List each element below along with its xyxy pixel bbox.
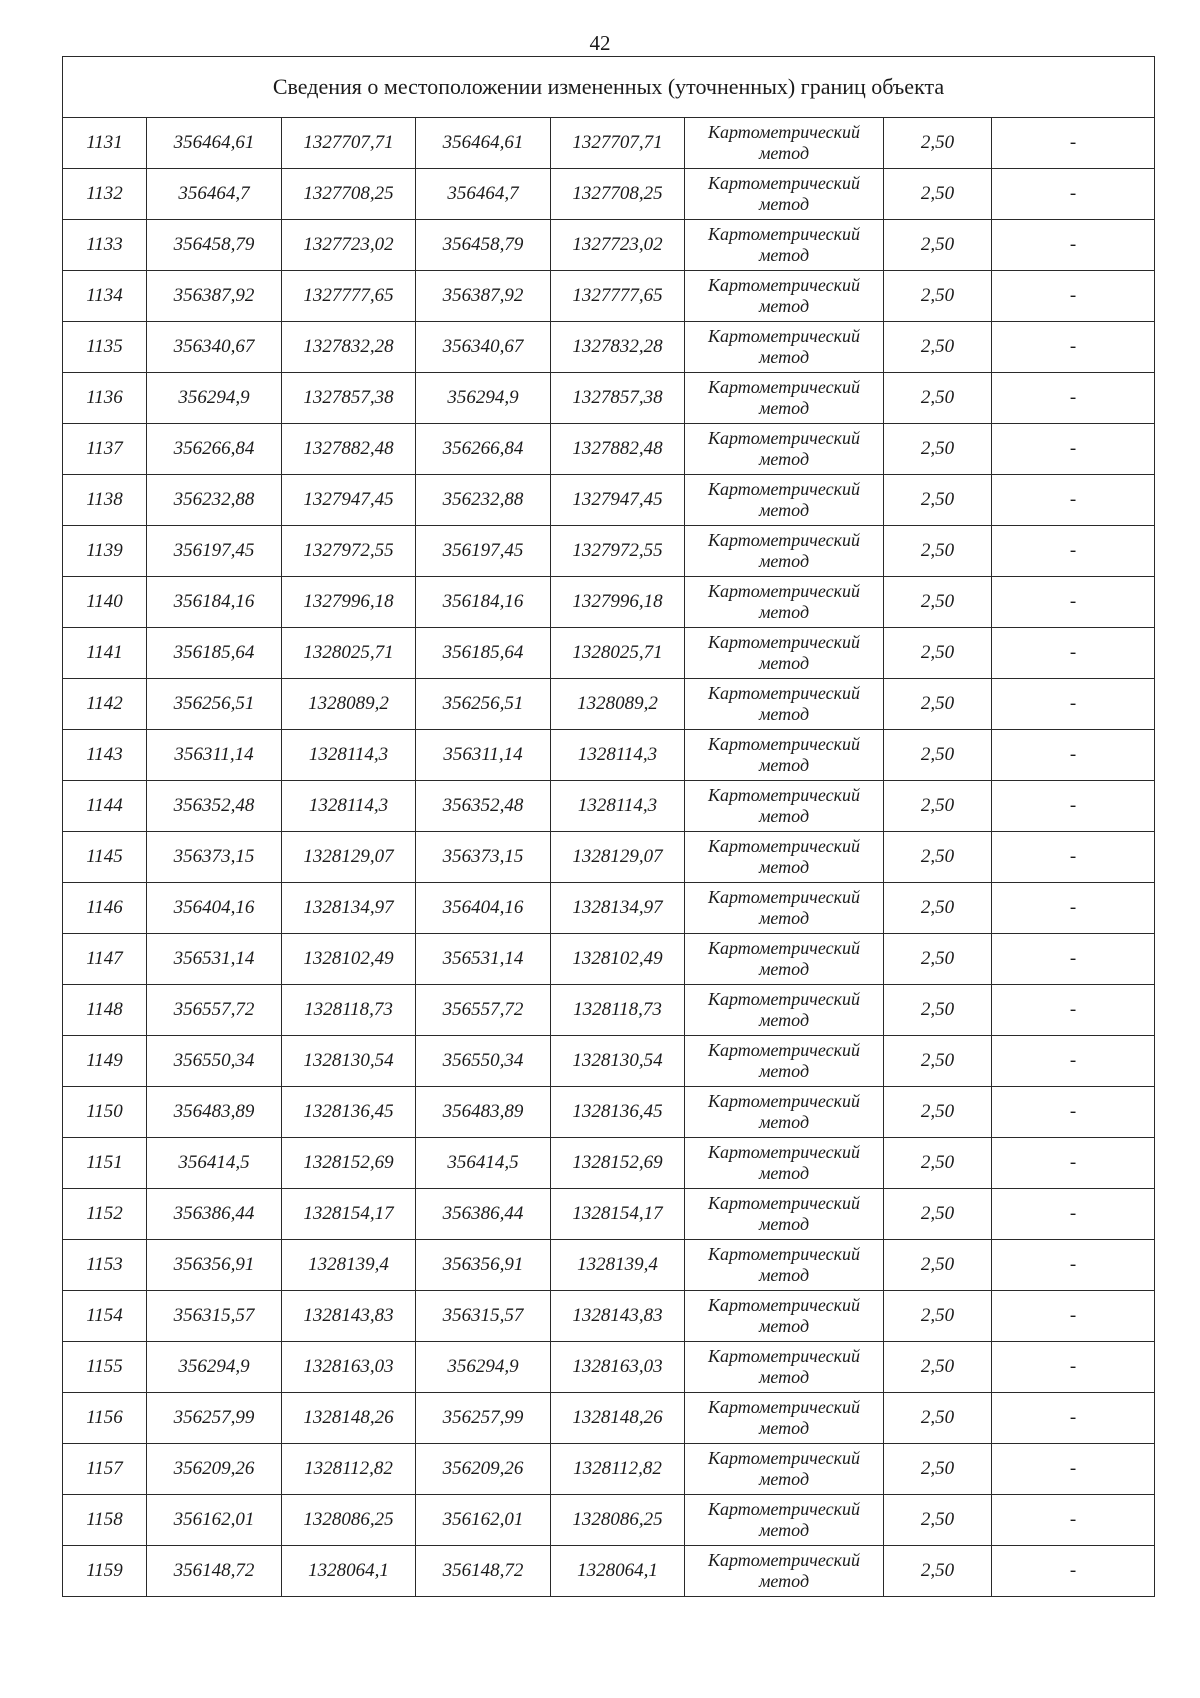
table-row (63, 730, 1155, 781)
method-cell: Картометрический метод (685, 679, 884, 730)
method-cell: Картометрический метод (685, 1189, 884, 1240)
old-y-cell: 1328136,45 (282, 1087, 416, 1138)
method-cell: Картометрический метод (685, 883, 884, 934)
new-y-cell: 1327777,65 (551, 271, 685, 322)
old-y-cell: 1328129,07 (282, 832, 416, 883)
accuracy-cell: 2,50 (884, 424, 992, 475)
old-y-cell: 1328114,3 (282, 781, 416, 832)
accuracy-cell: 2,50 (884, 679, 992, 730)
accuracy-cell: 2,50 (884, 1189, 992, 1240)
accuracy-cell: 2,50 (884, 628, 992, 679)
table-row (63, 781, 1155, 832)
old-y-cell: 1328152,69 (282, 1138, 416, 1189)
new-x-cell: 356185,64 (416, 628, 551, 679)
new-y-cell: 1328114,3 (551, 781, 685, 832)
old-y-cell: 1328139,4 (282, 1240, 416, 1291)
point-number-cell: 1158 (63, 1495, 147, 1546)
point-number-cell: 1142 (63, 679, 147, 730)
new-y-cell: 1328129,07 (551, 832, 685, 883)
new-y-cell: 1328112,82 (551, 1444, 685, 1495)
description-cell: - (992, 526, 1155, 577)
new-y-cell: 1328152,69 (551, 1138, 685, 1189)
old-y-cell: 1328143,83 (282, 1291, 416, 1342)
old-y-cell: 1328163,03 (282, 1342, 416, 1393)
new-y-cell: 1327832,28 (551, 322, 685, 373)
old-x-cell: 356184,16 (147, 577, 282, 628)
new-y-cell: 1328148,26 (551, 1393, 685, 1444)
table-row (63, 1495, 1155, 1546)
old-x-cell: 356148,72 (147, 1546, 282, 1597)
old-y-cell: 1327832,28 (282, 322, 416, 373)
old-y-cell: 1328089,2 (282, 679, 416, 730)
description-cell: - (992, 271, 1155, 322)
new-x-cell: 356148,72 (416, 1546, 551, 1597)
method-cell: Картометрический метод (685, 985, 884, 1036)
old-x-cell: 356557,72 (147, 985, 282, 1036)
old-x-cell: 356458,79 (147, 220, 282, 271)
new-y-cell: 1328114,3 (551, 730, 685, 781)
table-row (63, 985, 1155, 1036)
table-row (63, 373, 1155, 424)
old-x-cell: 356340,67 (147, 322, 282, 373)
accuracy-cell: 2,50 (884, 730, 992, 781)
old-y-cell: 1328025,71 (282, 628, 416, 679)
new-x-cell: 356386,44 (416, 1189, 551, 1240)
table-row (63, 1546, 1155, 1597)
old-y-cell: 1327777,65 (282, 271, 416, 322)
accuracy-cell: 2,50 (884, 934, 992, 985)
point-number-cell: 1140 (63, 577, 147, 628)
old-y-cell: 1327972,55 (282, 526, 416, 577)
table-title: Сведения о местоположении измененных (уточненных) границ объекта (63, 57, 1155, 118)
table-row (63, 424, 1155, 475)
table-row (63, 934, 1155, 985)
description-cell: - (992, 1342, 1155, 1393)
table-body (63, 118, 1155, 1597)
point-number-cell: 1155 (63, 1342, 147, 1393)
method-cell: Картометрический метод (685, 1240, 884, 1291)
new-x-cell: 356414,5 (416, 1138, 551, 1189)
old-x-cell: 356356,91 (147, 1240, 282, 1291)
method-cell: Картометрический метод (685, 628, 884, 679)
new-x-cell: 356162,01 (416, 1495, 551, 1546)
accuracy-cell: 2,50 (884, 1291, 992, 1342)
description-cell: - (992, 1444, 1155, 1495)
accuracy-cell: 2,50 (884, 883, 992, 934)
accuracy-cell: 2,50 (884, 1036, 992, 1087)
point-number-cell: 1154 (63, 1291, 147, 1342)
accuracy-cell: 2,50 (884, 1087, 992, 1138)
point-number-cell: 1148 (63, 985, 147, 1036)
new-y-cell: 1328089,2 (551, 679, 685, 730)
old-y-cell: 1327857,38 (282, 373, 416, 424)
table-row (63, 1189, 1155, 1240)
new-y-cell: 1327707,71 (551, 118, 685, 169)
description-cell: - (992, 1138, 1155, 1189)
point-number-cell: 1149 (63, 1036, 147, 1087)
method-cell: Картометрический метод (685, 1444, 884, 1495)
table-row (63, 526, 1155, 577)
old-x-cell: 356162,01 (147, 1495, 282, 1546)
accuracy-cell: 2,50 (884, 271, 992, 322)
new-x-cell: 356184,16 (416, 577, 551, 628)
method-cell: Картометрический метод (685, 934, 884, 985)
method-cell: Картометрический метод (685, 1087, 884, 1138)
new-y-cell: 1328139,4 (551, 1240, 685, 1291)
table-row (63, 220, 1155, 271)
method-cell: Картометрический метод (685, 169, 884, 220)
accuracy-cell: 2,50 (884, 1393, 992, 1444)
new-y-cell: 1328163,03 (551, 1342, 685, 1393)
accuracy-cell: 2,50 (884, 577, 992, 628)
table-row (63, 832, 1155, 883)
new-y-cell: 1327972,55 (551, 526, 685, 577)
new-y-cell: 1328102,49 (551, 934, 685, 985)
table-row (63, 1087, 1155, 1138)
old-x-cell: 356386,44 (147, 1189, 282, 1240)
new-x-cell: 356387,92 (416, 271, 551, 322)
page-number: 42 (589, 31, 611, 55)
point-number-cell: 1159 (63, 1546, 147, 1597)
old-y-cell: 1327947,45 (282, 475, 416, 526)
point-number-cell: 1137 (63, 424, 147, 475)
new-x-cell: 356373,15 (416, 832, 551, 883)
description-cell: - (992, 577, 1155, 628)
new-y-cell: 1327723,02 (551, 220, 685, 271)
method-cell: Картометрический метод (685, 118, 884, 169)
new-y-cell: 1327857,38 (551, 373, 685, 424)
new-x-cell: 356483,89 (416, 1087, 551, 1138)
accuracy-cell: 2,50 (884, 985, 992, 1036)
old-x-cell: 356387,92 (147, 271, 282, 322)
description-cell: - (992, 1495, 1155, 1546)
method-cell: Картометрический метод (685, 1495, 884, 1546)
method-cell: Картометрический метод (685, 1546, 884, 1597)
table-row (63, 883, 1155, 934)
old-y-cell: 1327708,25 (282, 169, 416, 220)
table-row (63, 118, 1155, 169)
table-row (63, 577, 1155, 628)
old-x-cell: 356483,89 (147, 1087, 282, 1138)
description-cell: - (992, 373, 1155, 424)
accuracy-cell: 2,50 (884, 1444, 992, 1495)
table-row (63, 679, 1155, 730)
description-cell: - (992, 679, 1155, 730)
accuracy-cell: 2,50 (884, 220, 992, 271)
old-y-cell: 1327707,71 (282, 118, 416, 169)
new-y-cell: 1328136,45 (551, 1087, 685, 1138)
new-y-cell: 1328134,97 (551, 883, 685, 934)
accuracy-cell: 2,50 (884, 322, 992, 373)
old-x-cell: 356531,14 (147, 934, 282, 985)
description-cell: - (992, 169, 1155, 220)
method-cell: Картометрический метод (685, 1291, 884, 1342)
description-cell: - (992, 883, 1155, 934)
method-cell: Картометрический метод (685, 526, 884, 577)
table-row (63, 1240, 1155, 1291)
point-number-cell: 1144 (63, 781, 147, 832)
accuracy-cell: 2,50 (884, 118, 992, 169)
accuracy-cell: 2,50 (884, 1342, 992, 1393)
method-cell: Картометрический метод (685, 271, 884, 322)
point-number-cell: 1143 (63, 730, 147, 781)
point-number-cell: 1145 (63, 832, 147, 883)
accuracy-cell: 2,50 (884, 526, 992, 577)
description-cell: - (992, 1036, 1155, 1087)
accuracy-cell: 2,50 (884, 1546, 992, 1597)
old-x-cell: 356464,7 (147, 169, 282, 220)
old-x-cell: 356209,26 (147, 1444, 282, 1495)
new-x-cell: 356197,45 (416, 526, 551, 577)
old-y-cell: 1327882,48 (282, 424, 416, 475)
method-cell: Картометрический метод (685, 1342, 884, 1393)
old-x-cell: 356315,57 (147, 1291, 282, 1342)
method-cell: Картометрический метод (685, 220, 884, 271)
accuracy-cell: 2,50 (884, 1495, 992, 1546)
new-x-cell: 356531,14 (416, 934, 551, 985)
new-x-cell: 356356,91 (416, 1240, 551, 1291)
new-y-cell: 1328154,17 (551, 1189, 685, 1240)
old-y-cell: 1328086,25 (282, 1495, 416, 1546)
accuracy-cell: 2,50 (884, 373, 992, 424)
method-cell: Картометрический метод (685, 832, 884, 883)
new-x-cell: 356315,57 (416, 1291, 551, 1342)
description-cell: - (992, 220, 1155, 271)
accuracy-cell: 2,50 (884, 781, 992, 832)
point-number-cell: 1139 (63, 526, 147, 577)
description-cell: - (992, 475, 1155, 526)
new-y-cell: 1327947,45 (551, 475, 685, 526)
method-cell: Картометрический метод (685, 1138, 884, 1189)
method-cell: Картометрический метод (685, 730, 884, 781)
table-row (63, 1342, 1155, 1393)
table-row (63, 271, 1155, 322)
old-y-cell: 1328154,17 (282, 1189, 416, 1240)
new-x-cell: 356464,61 (416, 118, 551, 169)
point-number-cell: 1152 (63, 1189, 147, 1240)
point-number-cell: 1136 (63, 373, 147, 424)
new-x-cell: 356404,16 (416, 883, 551, 934)
method-cell: Картометрический метод (685, 373, 884, 424)
new-x-cell: 356209,26 (416, 1444, 551, 1495)
new-x-cell: 356458,79 (416, 220, 551, 271)
old-y-cell: 1328148,26 (282, 1393, 416, 1444)
table-row (63, 169, 1155, 220)
accuracy-cell: 2,50 (884, 832, 992, 883)
new-y-cell: 1327708,25 (551, 169, 685, 220)
new-y-cell: 1328130,54 (551, 1036, 685, 1087)
old-x-cell: 356352,48 (147, 781, 282, 832)
old-y-cell: 1328134,97 (282, 883, 416, 934)
old-x-cell: 356414,5 (147, 1138, 282, 1189)
point-number-cell: 1153 (63, 1240, 147, 1291)
description-cell: - (992, 934, 1155, 985)
method-cell: Картометрический метод (685, 1393, 884, 1444)
description-cell: - (992, 1546, 1155, 1597)
description-cell: - (992, 628, 1155, 679)
old-x-cell: 356257,99 (147, 1393, 282, 1444)
new-x-cell: 356294,9 (416, 373, 551, 424)
description-cell: - (992, 985, 1155, 1036)
point-number-cell: 1157 (63, 1444, 147, 1495)
table-row (63, 322, 1155, 373)
old-y-cell: 1328102,49 (282, 934, 416, 985)
point-number-cell: 1134 (63, 271, 147, 322)
description-cell: - (992, 1240, 1155, 1291)
point-number-cell: 1151 (63, 1138, 147, 1189)
new-y-cell: 1328143,83 (551, 1291, 685, 1342)
table-row (63, 1291, 1155, 1342)
new-x-cell: 356232,88 (416, 475, 551, 526)
point-number-cell: 1138 (63, 475, 147, 526)
old-x-cell: 356266,84 (147, 424, 282, 475)
description-cell: - (992, 1291, 1155, 1342)
point-number-cell: 1156 (63, 1393, 147, 1444)
new-y-cell: 1328025,71 (551, 628, 685, 679)
point-number-cell: 1135 (63, 322, 147, 373)
accuracy-cell: 2,50 (884, 169, 992, 220)
old-x-cell: 356256,51 (147, 679, 282, 730)
old-y-cell: 1328112,82 (282, 1444, 416, 1495)
method-cell: Картометрический метод (685, 577, 884, 628)
old-x-cell: 356311,14 (147, 730, 282, 781)
method-cell: Картометрический метод (685, 781, 884, 832)
description-cell: - (992, 322, 1155, 373)
new-x-cell: 356557,72 (416, 985, 551, 1036)
new-y-cell: 1328086,25 (551, 1495, 685, 1546)
accuracy-cell: 2,50 (884, 475, 992, 526)
point-number-cell: 1133 (63, 220, 147, 271)
old-x-cell: 356404,16 (147, 883, 282, 934)
table-row (63, 1138, 1155, 1189)
old-x-cell: 356373,15 (147, 832, 282, 883)
accuracy-cell: 2,50 (884, 1138, 992, 1189)
point-number-cell: 1147 (63, 934, 147, 985)
method-cell: Картометрический метод (685, 475, 884, 526)
table-row (63, 475, 1155, 526)
description-cell: - (992, 1087, 1155, 1138)
old-x-cell: 356294,9 (147, 373, 282, 424)
table-row (63, 1036, 1155, 1087)
description-cell: - (992, 1393, 1155, 1444)
old-y-cell: 1328118,73 (282, 985, 416, 1036)
table-row (63, 628, 1155, 679)
table-row (63, 1444, 1155, 1495)
description-cell: - (992, 424, 1155, 475)
point-number-cell: 1141 (63, 628, 147, 679)
description-cell: - (992, 730, 1155, 781)
description-cell: - (992, 781, 1155, 832)
method-cell: Картометрический метод (685, 322, 884, 373)
old-x-cell: 356464,61 (147, 118, 282, 169)
point-number-cell: 1131 (63, 118, 147, 169)
old-y-cell: 1328130,54 (282, 1036, 416, 1087)
new-x-cell: 356256,51 (416, 679, 551, 730)
old-x-cell: 356185,64 (147, 628, 282, 679)
new-x-cell: 356311,14 (416, 730, 551, 781)
old-y-cell: 1328114,3 (282, 730, 416, 781)
method-cell: Картометрический метод (685, 1036, 884, 1087)
old-x-cell: 356232,88 (147, 475, 282, 526)
table-row (63, 1393, 1155, 1444)
new-x-cell: 356266,84 (416, 424, 551, 475)
new-x-cell: 356340,67 (416, 322, 551, 373)
old-x-cell: 356294,9 (147, 1342, 282, 1393)
new-x-cell: 356352,48 (416, 781, 551, 832)
old-y-cell: 1328064,1 (282, 1546, 416, 1597)
new-x-cell: 356550,34 (416, 1036, 551, 1087)
new-x-cell: 356257,99 (416, 1393, 551, 1444)
accuracy-cell: 2,50 (884, 1240, 992, 1291)
new-x-cell: 356464,7 (416, 169, 551, 220)
new-y-cell: 1328118,73 (551, 985, 685, 1036)
method-cell: Картометрический метод (685, 424, 884, 475)
old-y-cell: 1327996,18 (282, 577, 416, 628)
point-number-cell: 1150 (63, 1087, 147, 1138)
point-number-cell: 1132 (63, 169, 147, 220)
new-y-cell: 1327996,18 (551, 577, 685, 628)
description-cell: - (992, 832, 1155, 883)
old-x-cell: 356550,34 (147, 1036, 282, 1087)
boundary-coordinates-table (62, 56, 1155, 1597)
new-x-cell: 356294,9 (416, 1342, 551, 1393)
description-cell: - (992, 1189, 1155, 1240)
description-cell: - (992, 118, 1155, 169)
new-y-cell: 1327882,48 (551, 424, 685, 475)
old-y-cell: 1327723,02 (282, 220, 416, 271)
point-number-cell: 1146 (63, 883, 147, 934)
new-y-cell: 1328064,1 (551, 1546, 685, 1597)
old-x-cell: 356197,45 (147, 526, 282, 577)
